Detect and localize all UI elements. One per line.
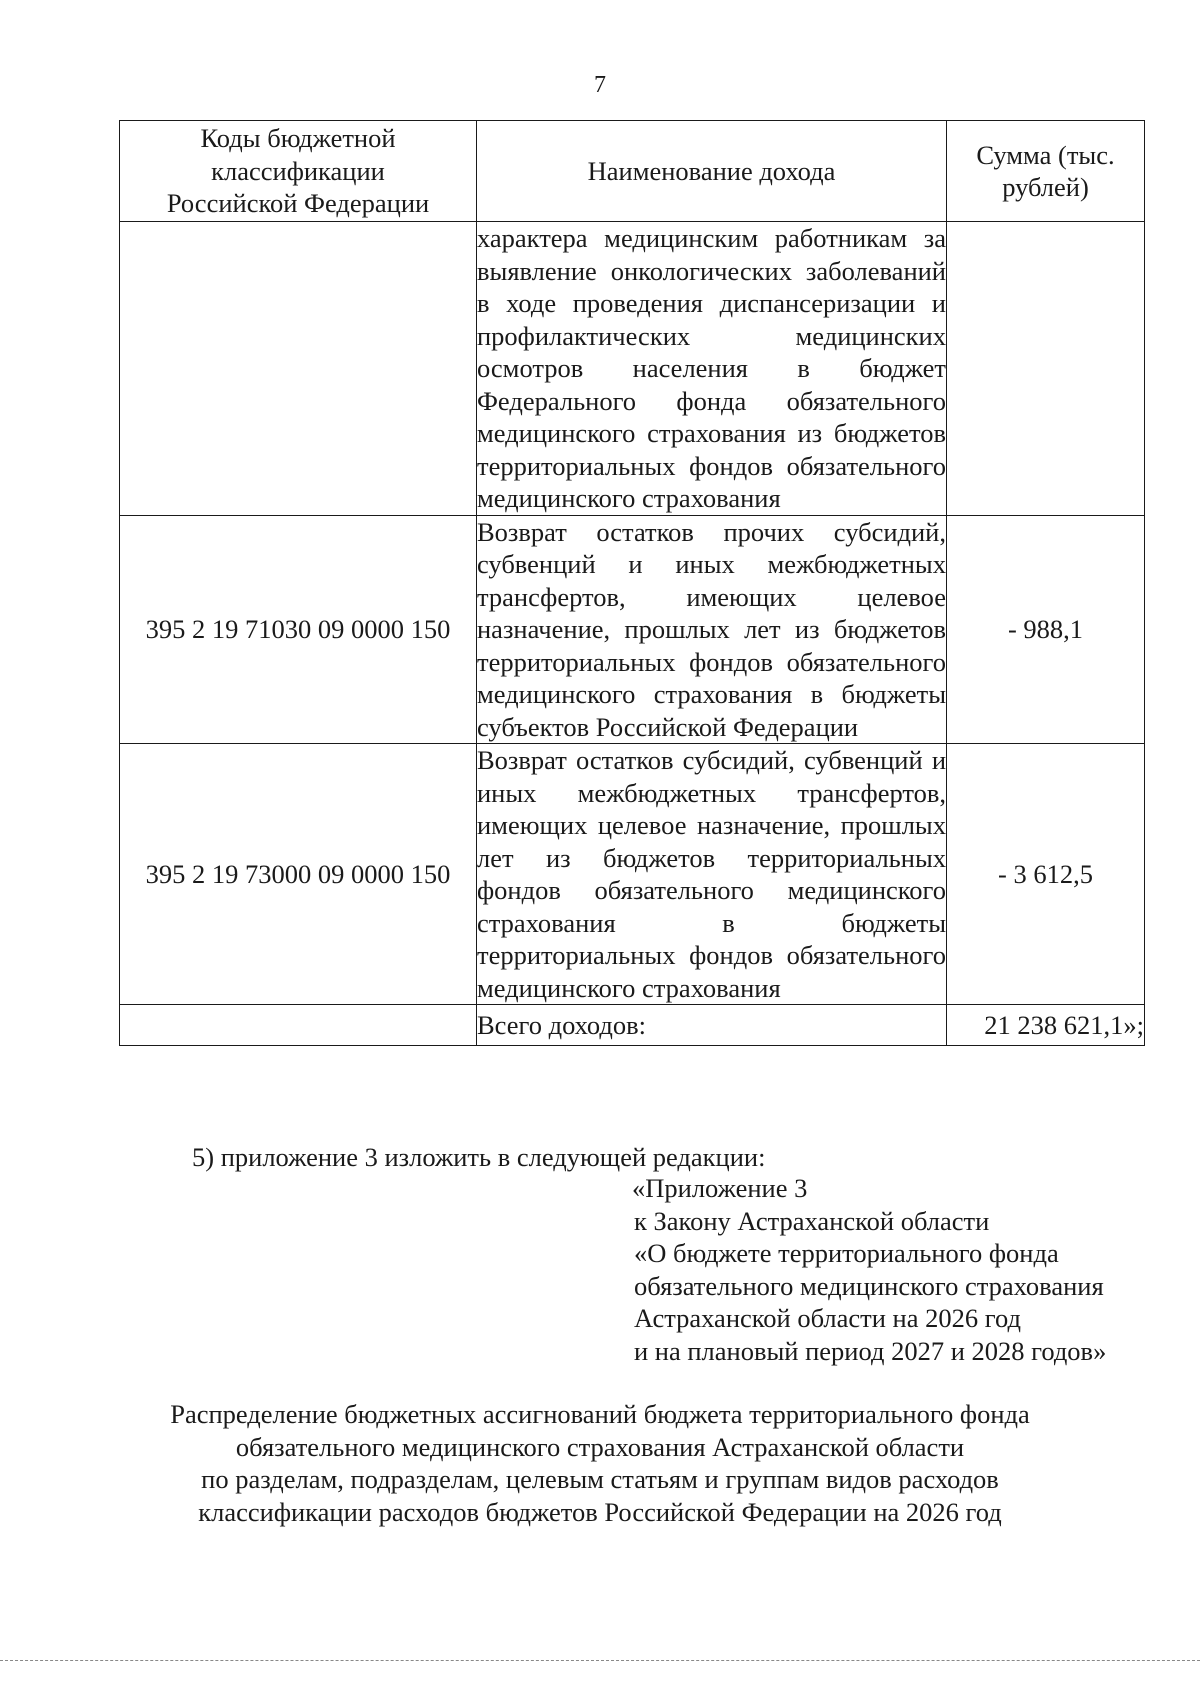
- row-sum: - 988,1: [947, 515, 1145, 744]
- row-code: 395 2 19 71030 09 0000 150: [120, 515, 477, 744]
- header-code: Коды бюджетной классификации Российской Федерации: [120, 121, 477, 222]
- appendix-line: «О бюджете территориального фонда: [634, 1238, 1059, 1268]
- table-row: [120, 744, 1145, 1005]
- appendix-line: к Закону Астраханской области: [634, 1205, 990, 1236]
- row-name: Возврат остатков субсидий, субвенций и иных межбюджетных трансфертов, имеющих целевое назначение, прошлых лет из бюджетов территориальных фондов обязательного медицинского страхования в бюджеты территориальных фондов обязательного медицинского страхования: [477, 745, 946, 1003]
- heading-line: классификации расходов бюджетов Российской Федерации на 2026 год: [198, 1496, 1002, 1527]
- section-heading: [0, 1398, 1200, 1528]
- page-number: 7: [594, 72, 606, 98]
- table-row: [120, 515, 1145, 744]
- heading-line: по разделам, подразделам, целевым статьям и группам видов расходов: [201, 1464, 999, 1494]
- total-row: [120, 1005, 1145, 1046]
- total-label: Всего доходов:: [477, 1005, 947, 1046]
- row-name: Возврат остатков прочих субсидий, субвенций и иных межбюджетных трансфертов, имеющих целевое назначение, прошлых лет из бюджетов территориальных фондов обязательного медицинского страхования в бюджеты субъектов Российской Федерации: [477, 516, 946, 742]
- table-row: [120, 222, 1145, 516]
- table-header-row: [120, 121, 1145, 222]
- row-code: 395 2 19 73000 09 0000 150: [120, 744, 477, 1005]
- appendix-line: обязательного медицинского страхования: [634, 1270, 1104, 1301]
- heading-line: Распределение бюджетных ассигнований бюджета территориального фонда: [170, 1399, 1030, 1429]
- total-sum: 21 238 621,1»;: [947, 1005, 1145, 1046]
- bottom-divider: [0, 1660, 1200, 1661]
- row-name: характера медицинским работникам за выявление онкологических заболеваний в ходе проведения диспансеризации и профилактических медицинских осмотров населения в бюджет Федерального фонда обязательного медицинского страхования из бюджетов территориальных фондов обязательного медицинского страхования: [477, 223, 946, 513]
- amendment-paragraph: 5) приложение 3 изложить в следующей редакции:: [192, 1142, 766, 1172]
- header-name: Наименование дохода: [477, 121, 947, 222]
- appendix-line: и на плановый период 2027 и 2028 годов»: [634, 1335, 1107, 1366]
- total-code-empty: [120, 1005, 477, 1046]
- row-sum: [947, 222, 1145, 516]
- row-sum: - 3 612,5: [947, 744, 1145, 1005]
- appendix-line: Астраханской области на 2026 год: [634, 1303, 1021, 1333]
- income-table: [119, 120, 1145, 1046]
- heading-line: обязательного медицинского страхования Астраханской области: [235, 1431, 965, 1462]
- row-code: [120, 222, 477, 516]
- appendix-reference: [632, 1172, 1106, 1367]
- header-sum: Сумма (тыс. рублей): [947, 121, 1145, 222]
- appendix-line: «Приложение 3: [632, 1173, 808, 1203]
